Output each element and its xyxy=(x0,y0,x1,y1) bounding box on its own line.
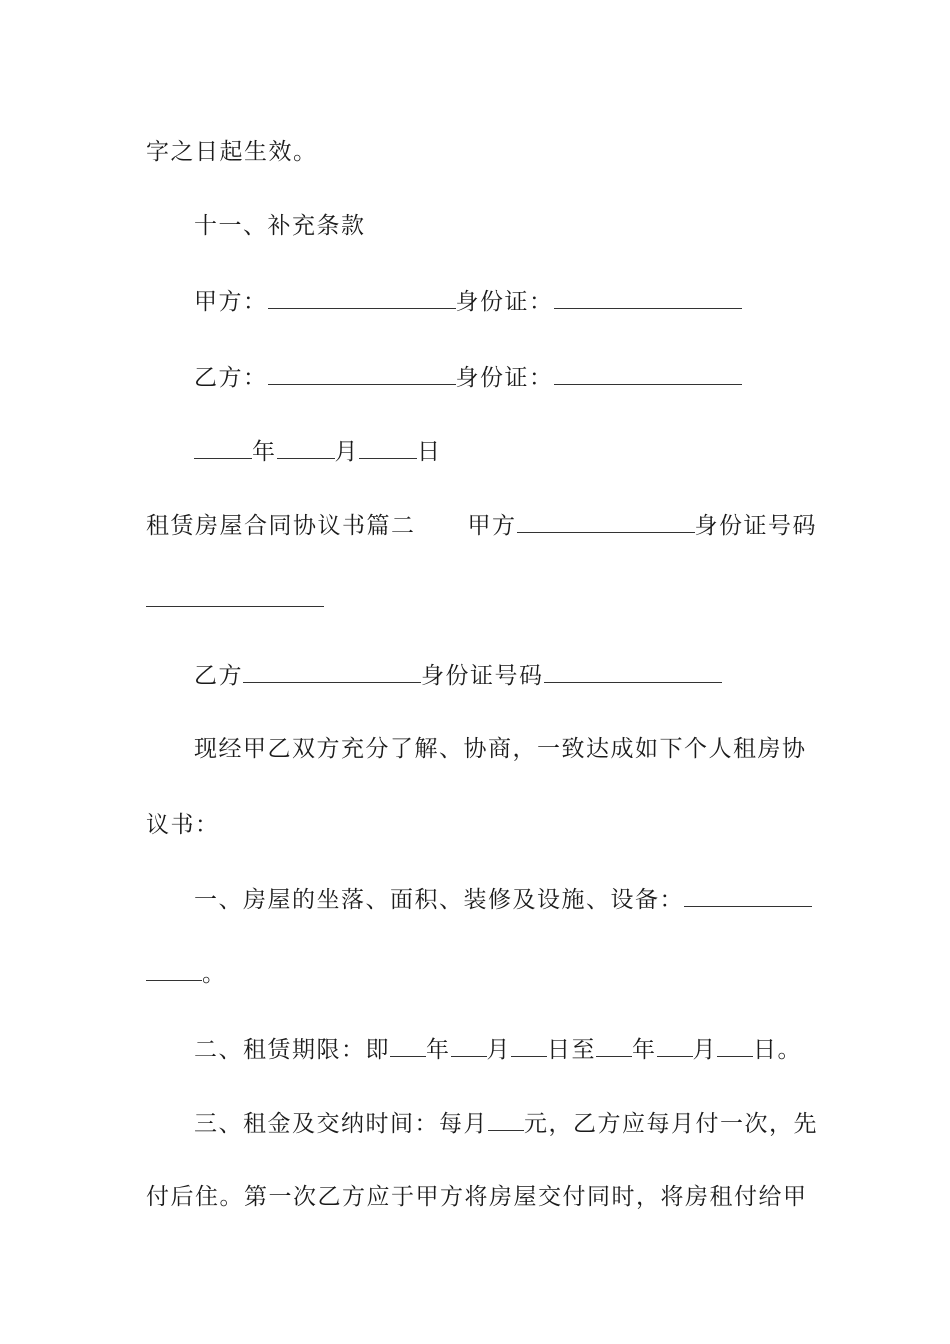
label: 身份证： xyxy=(455,365,554,391)
text: 。 xyxy=(202,961,227,987)
blank-party-a-id xyxy=(554,286,742,309)
label: 日 xyxy=(417,439,442,465)
text: 议书： xyxy=(146,812,220,838)
blank-party-a xyxy=(517,510,695,533)
blank-party-b-name xyxy=(268,362,456,385)
party-b-line xyxy=(194,660,722,690)
clause-one-line xyxy=(194,884,812,914)
continuation-blank-line xyxy=(146,584,324,614)
text: 一、房屋的坐落、面积、装修及设施、设备： xyxy=(194,887,684,913)
blank-monthly-rent xyxy=(488,1108,524,1131)
party-b-signature-line xyxy=(194,362,742,392)
party-a-signature-line xyxy=(194,286,742,316)
agreement-intro-continuation xyxy=(146,810,220,840)
label: 月 xyxy=(334,439,359,465)
blank-property-details xyxy=(684,884,812,907)
label: 三、租金及交纳时间：每月 xyxy=(194,1111,488,1137)
blank-party-b-id-number xyxy=(544,660,722,683)
date-line xyxy=(194,436,442,466)
label: 元，乙方应每月付一次，先 xyxy=(524,1111,818,1137)
blank-end-year xyxy=(596,1034,632,1057)
heading-supplementary-terms xyxy=(194,211,366,241)
blank-start-day xyxy=(511,1034,547,1057)
text: 现经甲乙双方充分了解、协商，一致达成如下个人租房协 xyxy=(194,736,807,762)
text: 付后住。第一次乙方应于甲方将房屋交付同时，将房租付给甲 xyxy=(146,1184,808,1210)
blank-year xyxy=(194,436,252,459)
label: 甲方： xyxy=(194,289,268,315)
label: 日至 xyxy=(547,1037,596,1063)
blank-property-details-cont xyxy=(146,958,202,981)
label: 乙方 xyxy=(194,663,243,689)
section-title: 租赁房屋合同协议书篇二 xyxy=(146,513,416,539)
agreement-intro-line xyxy=(194,734,807,764)
blank-day xyxy=(359,436,417,459)
label: 日。 xyxy=(753,1037,802,1063)
text-line-effective xyxy=(146,137,318,167)
blank-start-month xyxy=(451,1034,487,1057)
label: 乙方： xyxy=(194,365,268,391)
label: 二、租赁期限：即 xyxy=(194,1037,390,1063)
label: 月 xyxy=(486,1037,511,1063)
blank-end-month xyxy=(657,1034,693,1057)
blank-party-a-id-number xyxy=(146,584,324,607)
label: 月 xyxy=(692,1037,717,1063)
section-two-title-line xyxy=(146,510,817,540)
label: 年 xyxy=(632,1037,657,1063)
blank-party-b xyxy=(243,660,421,683)
label: 甲方 xyxy=(467,513,517,539)
blank-party-b-id xyxy=(554,362,742,385)
clause-one-continuation xyxy=(146,958,227,988)
clause-three-rent xyxy=(194,1108,818,1138)
blank-end-day xyxy=(717,1034,753,1057)
label: 身份证号码 xyxy=(421,663,544,689)
text: 字之日起生效。 xyxy=(146,139,318,165)
label: 年 xyxy=(426,1037,451,1063)
text: 十一、补充条款 xyxy=(194,213,366,239)
label: 身份证： xyxy=(455,289,554,315)
blank-party-a-name xyxy=(268,286,456,309)
clause-two-lease-term xyxy=(194,1034,802,1064)
blank-month xyxy=(277,436,335,459)
blank-start-year xyxy=(390,1034,426,1057)
label: 身份证号码 xyxy=(694,513,817,539)
clause-three-continuation xyxy=(146,1182,808,1212)
label: 年 xyxy=(252,439,277,465)
